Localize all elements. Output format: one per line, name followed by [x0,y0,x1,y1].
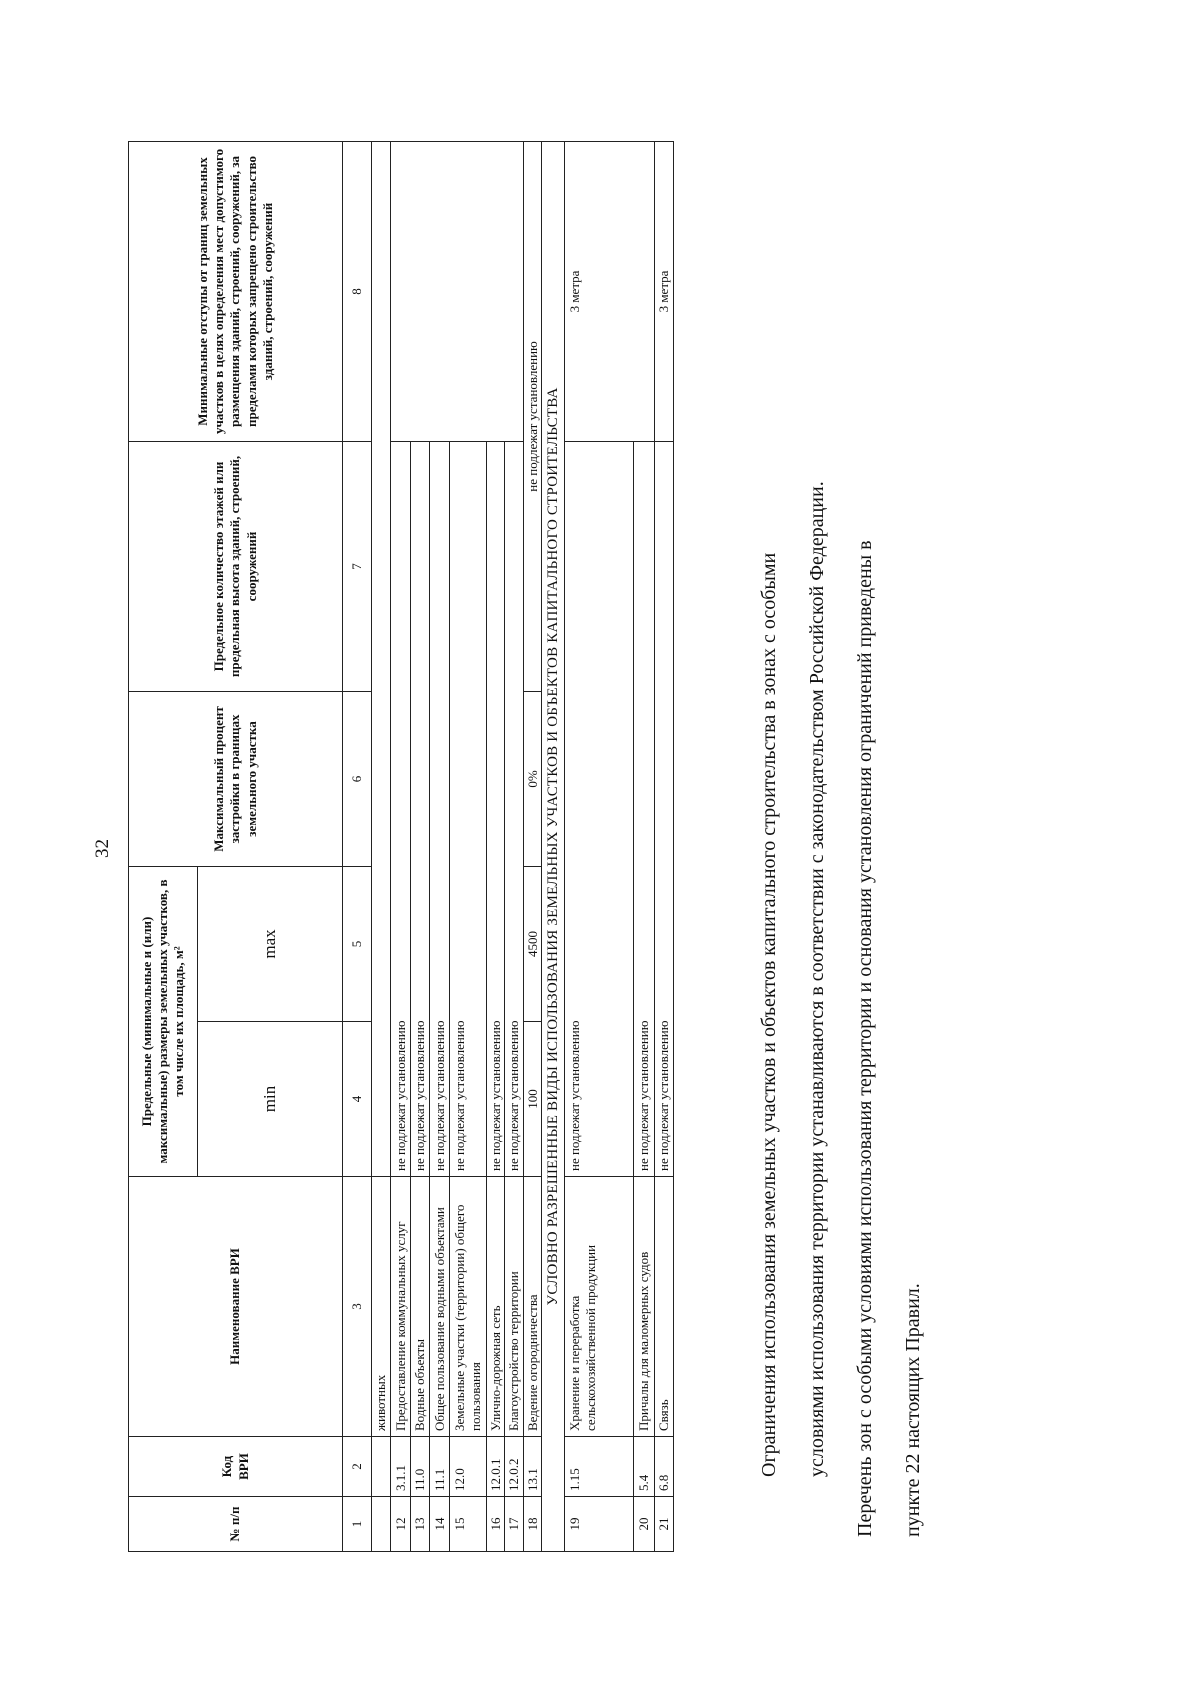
row-num: 21 [654,1497,673,1552]
row-code: 6.8 [654,1437,673,1497]
row-value: не подлежат установлению [450,441,486,1176]
row-value: не подлежат установлению [429,441,450,1176]
row-code: 5.4 [634,1437,655,1497]
page-number: 32 [92,839,113,858]
header-floors: Предельное количество этажей или предельная высота зданий, строений, сооружений [129,441,343,691]
row-code: 3.1.1 [390,1437,411,1497]
paragraph-line: пункте 22 настоящих Правил. [902,1283,924,1537]
paragraph-line: условиями использования территории устанавливаются в соответствии с законодательством Российской Федерации. [806,481,828,1477]
col-number: 8 [343,141,372,441]
row-code: 11.0 [411,1437,430,1497]
row-num: 19 [565,1497,634,1552]
row-code: 13.1 [523,1437,542,1497]
row-code: 12.0.2 [505,1437,524,1497]
header-size-max: max [198,866,343,1021]
header-size-group: Предельные (минимальные и (или) максимальные) размеры земельных участков, в том числе их площадь, м² [129,866,198,1176]
setback-value: 3 метра [654,141,673,441]
table-row [565,141,634,1551]
row-value: не подлежат установлению [411,441,430,1176]
col-number: 2 [343,1437,372,1497]
paragraph-line: Перечень зон с особыми условиями использования территории и основания установления ограничений приведены в [854,540,876,1537]
table-row [390,141,411,1551]
row-num: 17 [505,1497,524,1552]
row-name: Водные объекты [411,1177,430,1437]
row-num: 18 [523,1497,542,1552]
row-code: 11.1 [429,1437,450,1497]
row-value: не подлежат установлению [634,441,655,1176]
row-code: 1.15 [565,1437,634,1497]
row-num: 13 [411,1497,430,1552]
row-code: 12.0 [450,1437,486,1497]
col-number: 6 [343,691,372,866]
header-setbacks: Минимальные отступы от границ земельных участков в целях определения мест допустимого размещения зданий, строений, сооружений, за пределами которых запрещено строительство зданий, строений, сооружений [129,141,343,441]
table-row [523,141,542,1551]
header-code: Код ВРИ [129,1437,343,1497]
row-code: 12.0.1 [486,1437,505,1497]
table-row [654,141,673,1551]
paragraph-restrictions [745,142,841,1537]
row-value: не подлежат установлению [390,441,411,1176]
zoning-table [128,141,674,1552]
row-name: Благоустройство территории [505,1177,524,1437]
header-name: Наименование ВРИ [129,1177,343,1437]
row-rest: не подлежат установлению [523,141,542,691]
row-name: Причалы для маломерных судов [634,1177,655,1437]
col-number: 5 [343,866,372,1021]
row-name: Хранение и переработка сельскохозяйственной продукции [565,1177,634,1437]
col-number: 1 [343,1497,372,1552]
setback-value: 3 метра [565,141,655,441]
paragraph-zones-list [841,142,937,1537]
row-max: 4500 [523,866,542,1021]
row-min: 100 [523,1022,542,1177]
row-value: не подлежат установлению [505,441,524,1176]
col-number: 4 [343,1022,372,1177]
table-row [372,141,391,1551]
col-number: 3 [343,1177,372,1437]
row-name: Предоставление коммунальных услуг [390,1177,411,1437]
row-name: Ведение огородничества [523,1177,542,1437]
column-number-row [343,141,372,1551]
header-num: № п/п [129,1497,343,1552]
row-num: 15 [450,1497,486,1552]
row-name: Улично-дорожная сеть [486,1177,505,1437]
row-value: не подлежат установлению [565,441,634,1176]
table-header-row [129,141,198,1551]
row-percent: 0% [523,691,542,866]
setback-cell-empty [390,141,523,441]
section-row [542,141,565,1551]
row-value: не подлежат установлению [654,441,673,1176]
row-name: Связь [654,1177,673,1437]
header-percent: Максимальный процент застройки в границах земельного участка [129,691,343,866]
row-num: 14 [429,1497,450,1552]
row-value: не подлежат установлению [486,441,505,1176]
col-number: 7 [343,441,372,691]
row-name: Общее пользование водными объектами [429,1177,450,1437]
section-title: УСЛОВНО РАЗРЕШЕННЫЕ ВИДЫ ИСПОЛЬЗОВАНИЯ ЗЕМЕЛЬНЫХ УЧАСТКОВ И ОБЪЕКТОВ КАПИТАЛЬНОГО СТРОИТЕЛЬСТВА [542,141,565,1551]
header-size-min: min [198,1022,343,1177]
paragraph-line: Ограничения использования земельных участков и объектов капитального строительства в зонах с особыми [758,552,780,1477]
row-name: Земельные участки (территории) общего пользования [450,1177,486,1437]
row-num: 20 [634,1497,655,1552]
row-num: 16 [486,1497,505,1552]
continuation-cell: животных [372,1177,391,1437]
row-num: 12 [390,1497,411,1552]
